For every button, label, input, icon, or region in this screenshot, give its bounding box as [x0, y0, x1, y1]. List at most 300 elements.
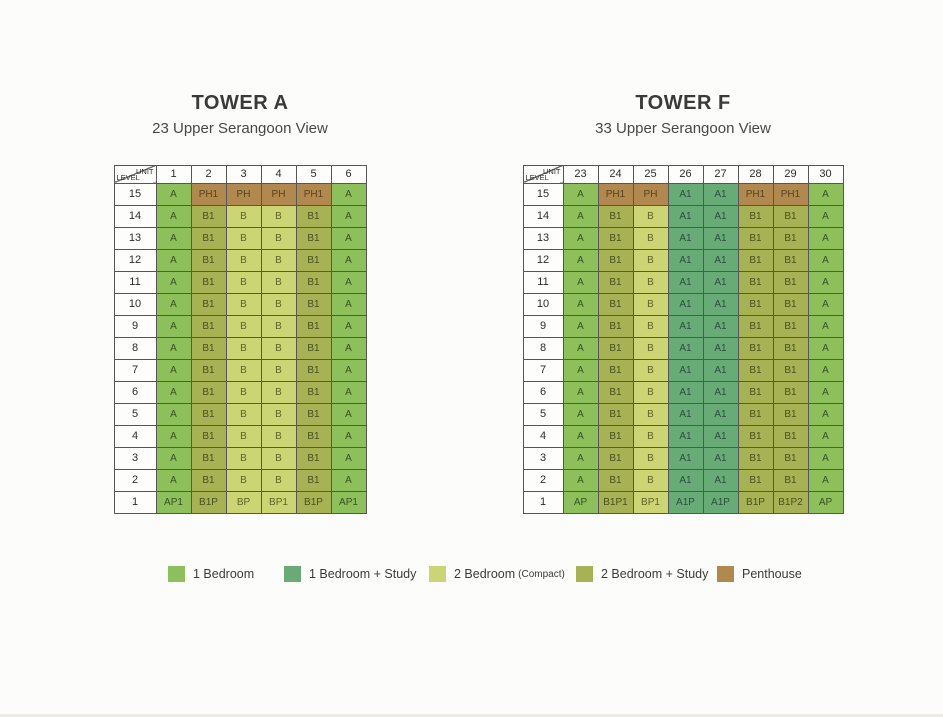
unit-cell: A [563, 403, 598, 425]
unit-cell: A [808, 337, 843, 359]
unit-cell: B1 [296, 271, 331, 293]
unit-cell: B1 [598, 469, 633, 491]
unit-cell: A [808, 271, 843, 293]
unit-cell: B1 [191, 249, 226, 271]
unit-cell: PH [226, 183, 261, 205]
level-label: 6 [114, 381, 156, 403]
unit-cell: A [563, 315, 598, 337]
unit-cell: B [226, 447, 261, 469]
legend-suffix: (Compact) [518, 568, 565, 580]
unit-cell: B1 [191, 469, 226, 491]
unit-cell: B1 [738, 227, 773, 249]
unit-cell: A [331, 447, 366, 469]
unit-column-header: 28 [738, 165, 773, 183]
unit-cell: B [261, 403, 296, 425]
unit-cell: B [261, 271, 296, 293]
unit-cell: A [156, 425, 191, 447]
unit-cell: B [633, 403, 668, 425]
unit-cell: A1 [703, 249, 738, 271]
unit-cell: B1 [738, 315, 773, 337]
corner-unit-label: UNIT [136, 166, 154, 176]
unit-level-corner-cell [114, 165, 156, 183]
unit-cell: A [156, 205, 191, 227]
unit-cell: A1 [703, 447, 738, 469]
unit-cell: A [808, 469, 843, 491]
unit-cell: B1 [191, 271, 226, 293]
corner-level-label: LEVEL [525, 172, 549, 182]
unit-column-header: 1 [156, 165, 191, 183]
unit-cell: B [261, 227, 296, 249]
level-label: 4 [523, 425, 563, 447]
unit-cell: B [261, 447, 296, 469]
legend-item-2-bedroom-compact [429, 566, 565, 582]
unit-cell: A1 [703, 337, 738, 359]
level-label: 6 [523, 381, 563, 403]
unit-cell: A1 [668, 205, 703, 227]
unit-cell: A [808, 249, 843, 271]
unit-cell: B1 [773, 469, 808, 491]
unit-cell: B1 [738, 359, 773, 381]
unit-cell: A1 [668, 403, 703, 425]
unit-cell: PH1 [296, 183, 331, 205]
unit-cell: B1 [738, 381, 773, 403]
unit-cell: B [633, 271, 668, 293]
unit-cell: B1 [773, 227, 808, 249]
unit-cell: B1 [773, 249, 808, 271]
unit-cell: B [226, 403, 261, 425]
legend-label: 2 Bedroom [454, 567, 516, 581]
level-label: 13 [114, 227, 156, 249]
unit-cell: A [331, 403, 366, 425]
unit-cell: B [261, 293, 296, 315]
unit-cell: B1 [773, 359, 808, 381]
tower-a-address: 23 Upper Serangoon View [152, 120, 328, 137]
unit-cell: B [633, 205, 668, 227]
unit-cell: B1 [598, 205, 633, 227]
legend-item-penthouse [717, 566, 802, 582]
tower-a-section [110, 92, 370, 514]
unit-cell: B [633, 315, 668, 337]
unit-cell: B1 [191, 293, 226, 315]
unit-cell: A [808, 381, 843, 403]
unit-cell: A [156, 227, 191, 249]
legend-label: 1 Bedroom [193, 567, 255, 581]
level-label: 14 [114, 205, 156, 227]
tower-f-stack-table [523, 165, 844, 514]
unit-column-header: 4 [261, 165, 296, 183]
unit-cell: B1 [598, 315, 633, 337]
level-label: 3 [523, 447, 563, 469]
unit-cell: A1 [703, 381, 738, 403]
unit-cell: A [331, 315, 366, 337]
unit-cell: B [261, 315, 296, 337]
unit-cell: B1 [191, 315, 226, 337]
level-label: 1 [114, 491, 156, 513]
level-label: 8 [114, 337, 156, 359]
level-row [114, 491, 366, 513]
level-label: 3 [114, 447, 156, 469]
level-label: 7 [114, 359, 156, 381]
unit-cell: A1 [668, 315, 703, 337]
legend [0, 566, 943, 588]
unit-cell: B1 [598, 337, 633, 359]
unit-cell: B [226, 293, 261, 315]
unit-cell: B [633, 359, 668, 381]
unit-cell: B1 [191, 403, 226, 425]
unit-cell: PH1 [598, 183, 633, 205]
unit-cell: A1P [668, 491, 703, 513]
unit-cell: A [156, 183, 191, 205]
unit-cell: A [563, 359, 598, 381]
level-row [114, 183, 366, 205]
unit-cell: A [808, 315, 843, 337]
unit-cell: B1 [773, 315, 808, 337]
unit-cell: A [331, 271, 366, 293]
level-row [114, 381, 366, 403]
unit-cell: B1 [738, 271, 773, 293]
level-label: 2 [523, 469, 563, 491]
unit-cell: B1P [191, 491, 226, 513]
unit-cell: BP1 [633, 491, 668, 513]
legend-swatch-penthouse [717, 566, 734, 582]
unit-cell: A [331, 205, 366, 227]
level-label: 10 [523, 293, 563, 315]
unit-cell: A [156, 337, 191, 359]
level-row [523, 491, 843, 513]
unit-cell: A [808, 359, 843, 381]
unit-cell: A [156, 403, 191, 425]
unit-cell: AP [808, 491, 843, 513]
unit-cell: A1 [703, 403, 738, 425]
unit-column-header: 23 [563, 165, 598, 183]
unit-cell: A [156, 271, 191, 293]
unit-cell: A [331, 425, 366, 447]
unit-cell: A1 [668, 271, 703, 293]
tower-f-section [516, 92, 850, 514]
level-row [523, 337, 843, 359]
level-label: 5 [114, 403, 156, 425]
unit-cell: A [156, 447, 191, 469]
unit-cell: A [331, 249, 366, 271]
unit-cell: A [331, 183, 366, 205]
unit-column-header: 2 [191, 165, 226, 183]
unit-cell: B1 [738, 249, 773, 271]
unit-cell: B1 [296, 249, 331, 271]
unit-cell: B [261, 337, 296, 359]
level-row [523, 359, 843, 381]
level-label: 9 [523, 315, 563, 337]
unit-cell: A [331, 227, 366, 249]
unit-cell: A [331, 293, 366, 315]
unit-cell: A [808, 293, 843, 315]
unit-cell: B [633, 425, 668, 447]
unit-cell: B1 [598, 271, 633, 293]
level-label: 8 [523, 337, 563, 359]
unit-cell: B [633, 293, 668, 315]
unit-cell: B [633, 447, 668, 469]
header-row [523, 165, 843, 183]
level-label: 7 [523, 359, 563, 381]
unit-cell: B1P1 [598, 491, 633, 513]
level-label: 14 [523, 205, 563, 227]
unit-cell: B1 [191, 359, 226, 381]
unit-cell: A1 [703, 271, 738, 293]
unit-cell: B1 [773, 271, 808, 293]
unit-column-header: 6 [331, 165, 366, 183]
level-row [523, 381, 843, 403]
unit-cell: B [226, 205, 261, 227]
unit-cell: B1P [738, 491, 773, 513]
unit-cell: B [226, 227, 261, 249]
level-row [523, 249, 843, 271]
level-row [114, 425, 366, 447]
unit-cell: B [261, 249, 296, 271]
unit-level-corner-cell [523, 165, 563, 183]
unit-cell: A1 [703, 183, 738, 205]
unit-cell: A [156, 469, 191, 491]
unit-cell: BP1 [261, 491, 296, 513]
unit-cell: A [563, 381, 598, 403]
level-row [114, 315, 366, 337]
unit-cell: A1 [703, 315, 738, 337]
unit-cell: B1 [738, 205, 773, 227]
unit-cell: B [633, 469, 668, 491]
unit-cell: A1 [668, 227, 703, 249]
unit-cell: B [226, 249, 261, 271]
unit-cell: A [156, 249, 191, 271]
unit-cell: A [563, 469, 598, 491]
unit-cell: A1P [703, 491, 738, 513]
unit-cell: B1 [773, 381, 808, 403]
header-row [114, 165, 366, 183]
unit-cell: A [808, 183, 843, 205]
legend-label: 2 Bedroom + Study [601, 567, 709, 581]
unit-cell: A [156, 381, 191, 403]
unit-cell: B1P2 [773, 491, 808, 513]
level-label: 4 [114, 425, 156, 447]
unit-cell: B1 [191, 227, 226, 249]
tower-f-address: 33 Upper Serangoon View [595, 120, 771, 137]
unit-column-header: 3 [226, 165, 261, 183]
unit-cell: A1 [703, 425, 738, 447]
unit-cell: B1 [191, 205, 226, 227]
unit-cell: A1 [668, 337, 703, 359]
unit-cell: A1 [668, 359, 703, 381]
unit-cell: B1 [296, 469, 331, 491]
unit-cell: A [563, 425, 598, 447]
unit-cell: A [563, 205, 598, 227]
unit-cell: B [226, 271, 261, 293]
level-row [523, 403, 843, 425]
tower-f-title: TOWER F [635, 92, 731, 114]
corner-level-label: LEVEL [116, 172, 140, 182]
corner-unit-label: UNIT [543, 166, 561, 176]
level-label: 2 [114, 469, 156, 491]
unit-cell: B1 [598, 227, 633, 249]
level-row [523, 293, 843, 315]
unit-cell: A1 [703, 293, 738, 315]
unit-cell: B [633, 381, 668, 403]
unit-cell: A1 [668, 469, 703, 491]
unit-cell: B1 [738, 337, 773, 359]
unit-cell: PH1 [773, 183, 808, 205]
unit-cell: B1 [598, 447, 633, 469]
unit-column-header: 25 [633, 165, 668, 183]
unit-column-header: 24 [598, 165, 633, 183]
unit-cell: B1 [296, 359, 331, 381]
level-row [523, 183, 843, 205]
unit-cell: B [226, 469, 261, 491]
unit-cell: A1 [703, 205, 738, 227]
unit-cell: A1 [668, 447, 703, 469]
level-row [114, 249, 366, 271]
legend-item-1-bedroom-study [284, 566, 416, 582]
unit-cell: A1 [703, 359, 738, 381]
level-row [114, 403, 366, 425]
unit-cell: AP1 [331, 491, 366, 513]
unit-cell: AP [563, 491, 598, 513]
unit-cell: B1P [296, 491, 331, 513]
level-row [523, 315, 843, 337]
unit-cell: B1 [296, 425, 331, 447]
unit-cell: B1 [191, 447, 226, 469]
level-row [523, 469, 843, 491]
unit-cell: A [563, 293, 598, 315]
unit-cell: B [633, 227, 668, 249]
level-label: 15 [523, 183, 563, 205]
level-label: 13 [523, 227, 563, 249]
legend-item-1-bedroom [168, 566, 254, 582]
unit-cell: B1 [296, 293, 331, 315]
level-label: 15 [114, 183, 156, 205]
level-label: 11 [523, 271, 563, 293]
level-row [523, 447, 843, 469]
unit-cell: B1 [598, 249, 633, 271]
level-label: 12 [114, 249, 156, 271]
unit-cell: B1 [296, 337, 331, 359]
tower-a-title: TOWER A [191, 92, 289, 114]
unit-column-header: 27 [703, 165, 738, 183]
unit-cell: B1 [773, 425, 808, 447]
unit-cell: B1 [598, 359, 633, 381]
unit-cell: B [633, 337, 668, 359]
unit-cell: B1 [738, 469, 773, 491]
unit-cell: A1 [703, 227, 738, 249]
unit-cell: B [226, 337, 261, 359]
unit-cell: A [808, 403, 843, 425]
unit-cell: A [808, 425, 843, 447]
unit-cell: PH [633, 183, 668, 205]
unit-cell: B1 [296, 403, 331, 425]
level-label: 1 [523, 491, 563, 513]
unit-cell: B1 [296, 381, 331, 403]
level-row [114, 337, 366, 359]
unit-cell: B1 [738, 447, 773, 469]
unit-cell: B1 [738, 425, 773, 447]
unit-column-header: 26 [668, 165, 703, 183]
unit-cell: A [331, 469, 366, 491]
unit-cell: B1 [598, 293, 633, 315]
level-row [523, 425, 843, 447]
unit-cell: B [633, 249, 668, 271]
unit-cell: PH [261, 183, 296, 205]
unit-cell: B1 [598, 425, 633, 447]
unit-cell: B1 [738, 403, 773, 425]
unit-cell: A [808, 447, 843, 469]
level-label: 9 [114, 315, 156, 337]
legend-item-2-bedroom-study [576, 566, 708, 582]
unit-cell: B [226, 381, 261, 403]
unit-cell: B1 [738, 293, 773, 315]
level-row [114, 293, 366, 315]
legend-swatch-2-bedroom-study [576, 566, 593, 582]
unit-column-header: 5 [296, 165, 331, 183]
unit-cell: B [261, 425, 296, 447]
unit-cell: B1 [598, 403, 633, 425]
unit-cell: PH1 [191, 183, 226, 205]
legend-swatch-1-bedroom-study [284, 566, 301, 582]
unit-cell: A1 [668, 293, 703, 315]
level-row [114, 359, 366, 381]
unit-cell: B [261, 381, 296, 403]
level-row [523, 271, 843, 293]
unit-cell: A [563, 337, 598, 359]
legend-label: 1 Bedroom + Study [309, 567, 417, 581]
level-row [114, 469, 366, 491]
level-row [114, 227, 366, 249]
unit-cell: B [226, 359, 261, 381]
unit-cell: A1 [668, 183, 703, 205]
unit-cell: B1 [773, 447, 808, 469]
level-label: 5 [523, 403, 563, 425]
level-row [114, 271, 366, 293]
tower-a-stack-table [114, 165, 367, 514]
unit-cell: A [156, 359, 191, 381]
unit-cell: B1 [296, 315, 331, 337]
unit-cell: A1 [668, 381, 703, 403]
unit-cell: A [331, 381, 366, 403]
unit-cell: A [331, 359, 366, 381]
level-row [523, 227, 843, 249]
level-row [114, 447, 366, 469]
unit-cell: A [808, 227, 843, 249]
unit-cell: B [261, 469, 296, 491]
unit-cell: A [563, 271, 598, 293]
unit-cell: B [226, 315, 261, 337]
unit-cell: A [563, 249, 598, 271]
unit-cell: A1 [668, 425, 703, 447]
legend-swatch-1-bedroom [168, 566, 185, 582]
unit-cell: A1 [703, 469, 738, 491]
unit-cell: B [261, 359, 296, 381]
unit-cell: A [563, 227, 598, 249]
unit-cell: A [331, 337, 366, 359]
unit-cell: B [226, 425, 261, 447]
level-label: 11 [114, 271, 156, 293]
unit-cell: B1 [773, 205, 808, 227]
unit-cell: B1 [296, 227, 331, 249]
unit-cell: B1 [296, 205, 331, 227]
legend-swatch-2-bedroom-compact [429, 566, 446, 582]
level-label: 10 [114, 293, 156, 315]
unit-cell: B1 [773, 337, 808, 359]
unit-cell: B1 [296, 447, 331, 469]
unit-cell: A [156, 315, 191, 337]
unit-cell: PH1 [738, 183, 773, 205]
unit-cell: A1 [668, 249, 703, 271]
unit-cell: B1 [773, 293, 808, 315]
legend-label: Penthouse [742, 567, 802, 581]
